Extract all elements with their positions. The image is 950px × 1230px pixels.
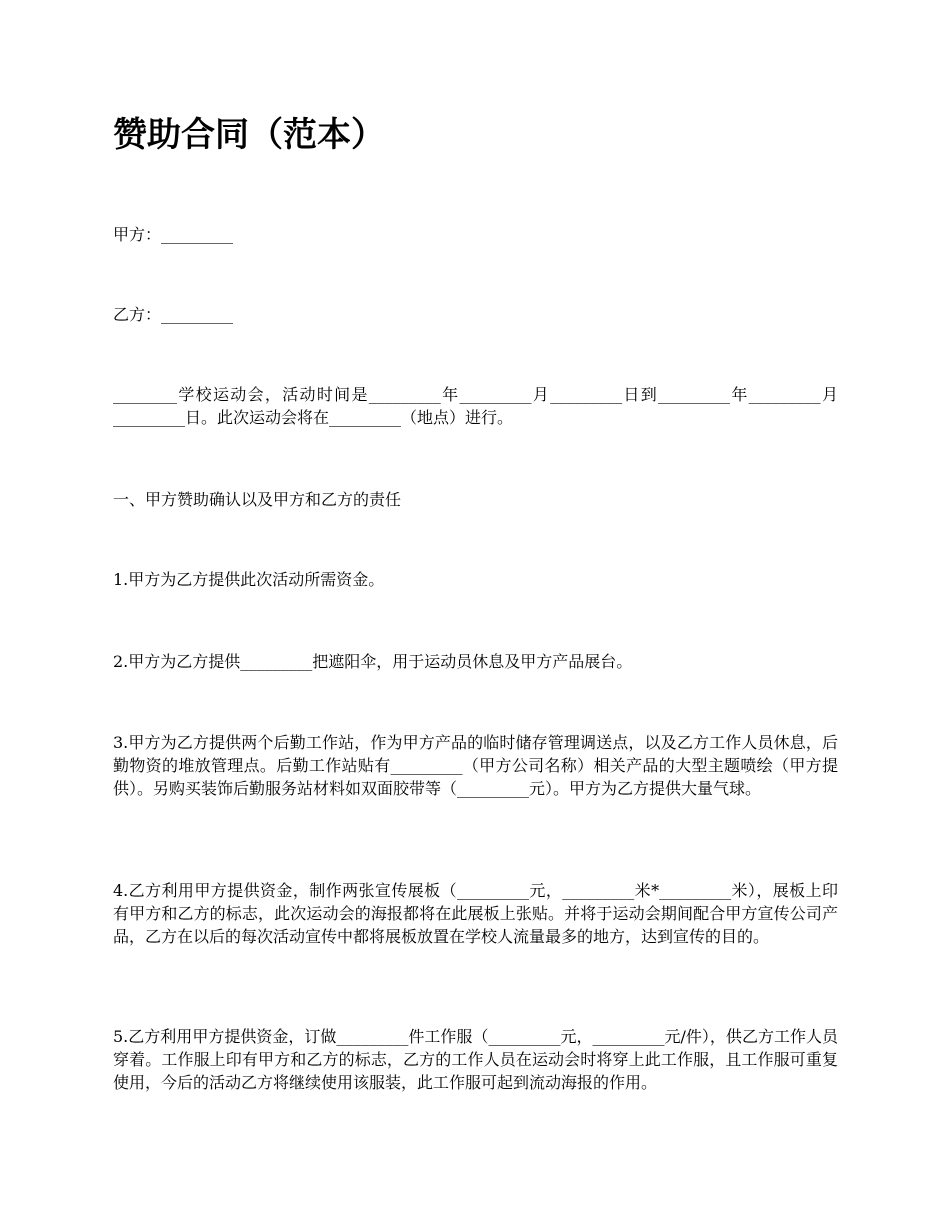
document-title: 赞助合同（范本） [113, 115, 385, 155]
clause-5: 5.乙方利用甲方提供资金，订做_________件工作服（_________元，_________元/件），供乙方工作人员穿着。工作服上印有甲方和乙方的标志，乙方的工作人员在运动会时将穿上此工作服，且工作服可重复使用，今后的活动乙方将继续使用该服装，此工作服可起到流动海报的作用。 [113, 1027, 838, 1092]
party-a-line: 甲方：_________ [113, 225, 234, 244]
section-heading: 一、甲方赞助确认以及甲方和乙方的责任 [113, 490, 402, 509]
clause-1: 1.甲方为乙方提供此次活动所需资金。 [113, 570, 385, 589]
clause-4: 4.乙方利用甲方提供资金，制作两张宣传展板（_________元，_________米*_________米），展板上印有甲方和乙方的标志，此次运动会的海报都将在此展板上张贴。并将于运动会期间配合甲方宣传公司产品，乙方在以后的每次活动宣传中都将展板放置在学校人流量最多的地方，达到宣传的目的。 [113, 881, 838, 946]
intro-paragraph: ________学校运动会，活动时间是_________年_________月_________日到_________年_________月_________日。此次运动会将在_________（地点）进行。 [113, 385, 838, 427]
clause-2: 2.甲方为乙方提供_________把遮阳伞，用于运动员休息及甲方产品展台。 [113, 652, 633, 671]
clause-3: 3.甲方为乙方提供两个后勤工作站，作为甲方产品的临时储存管理调送点，以及乙方工作人员休息，后勤物资的堆放管理点。后勤工作站贴有_________（甲方公司名称）相关产品的大型主题喷绘（甲方提供）。另购买装饰后勤服务站材料如双面胶带等（_________元）。甲方为乙方提供大量气球。 [113, 733, 838, 798]
party-b-line: 乙方：_________ [113, 305, 234, 324]
